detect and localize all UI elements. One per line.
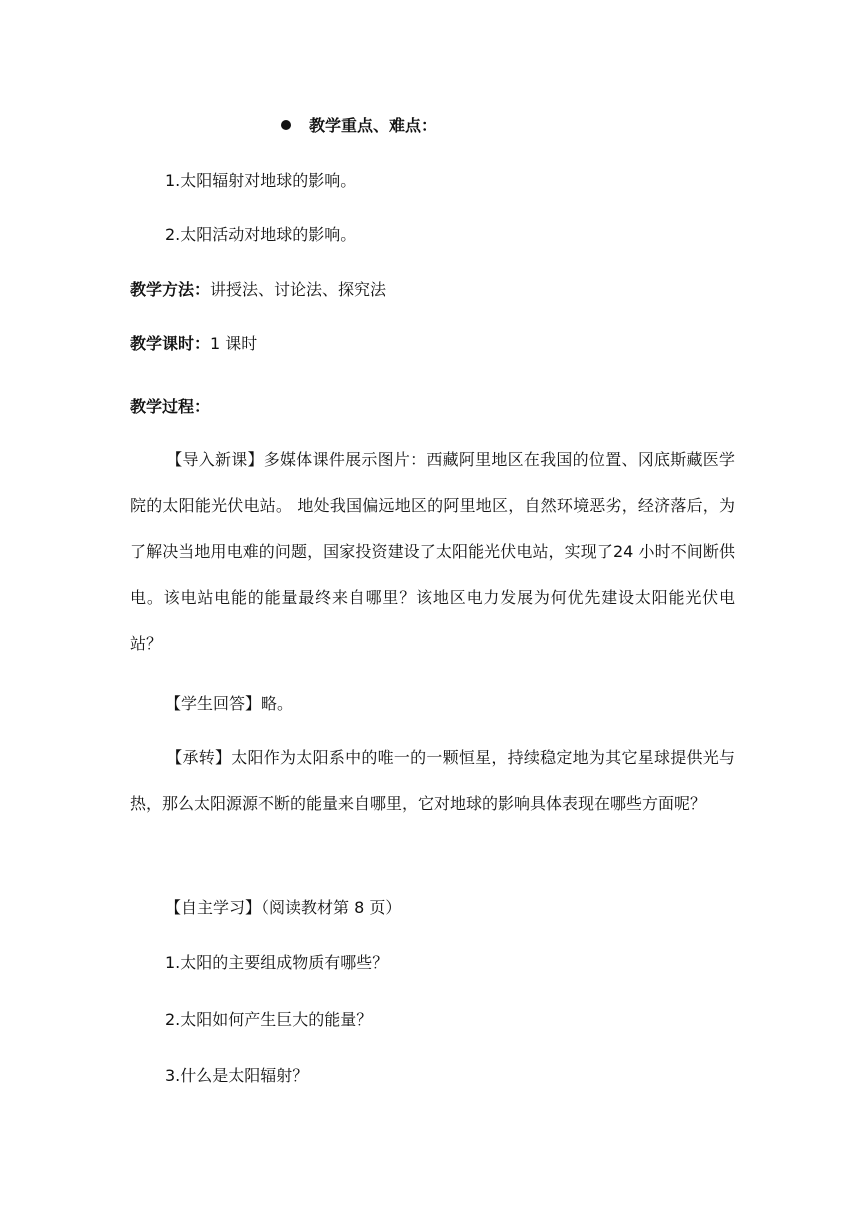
hours-value: 1 课时 (210, 334, 258, 353)
method-value: 讲授法、讨论法、探究法 (210, 280, 387, 299)
bullet-icon (281, 120, 291, 130)
method-label: 教学方法： (130, 280, 211, 299)
transition-text: 【承转】太阳作为太阳系中的唯一的一颗恒星，持续稳定地为其它星球提供光与热，那么太阳源源不断的能量来自哪里，它对地球的影响具体表现在哪些方面呢？ (130, 748, 735, 813)
question-1: 1.太阳的主要组成物质有哪些？ (165, 953, 389, 972)
focus-heading-text: 教学重点、难点： (309, 116, 438, 135)
answer-line: 【学生回答】略。 (165, 694, 294, 713)
hours-label: 教学课时： (130, 334, 211, 353)
focus-heading (281, 116, 437, 136)
method-line (130, 280, 386, 300)
focus-item-2: 2.太阳活动对地球的影响。 (165, 225, 357, 244)
question-3: 3.什么是太阳辐射？ (165, 1066, 309, 1085)
intro-paragraph (130, 437, 735, 667)
hours-line (130, 334, 257, 354)
process-label: 教学过程： (130, 397, 211, 416)
transition-paragraph (130, 735, 735, 827)
focus-item-1: 1.太阳辐射对地球的影响。 (165, 171, 357, 190)
self-study-heading: 【自主学习】（阅读教材第 8 页） (165, 898, 402, 917)
intro-text: 【导入新课】多媒体课件展示图片：西藏阿里地区在我国的位置、冈底斯藏医学院的太阳能光伏电站。 地处我国偏远地区的阿里地区，自然环境恶劣，经济落后，为了解决当地用电难的问题，国家投资建设了太阳能光伏电站，实现了24 小时不间断供电。该电站电能的能量最终来自哪里？该地区电力发展为何优先建设太阳能光伏电站？ (130, 450, 735, 653)
question-2: 2.太阳如何产生巨大的能量？ (165, 1010, 373, 1029)
